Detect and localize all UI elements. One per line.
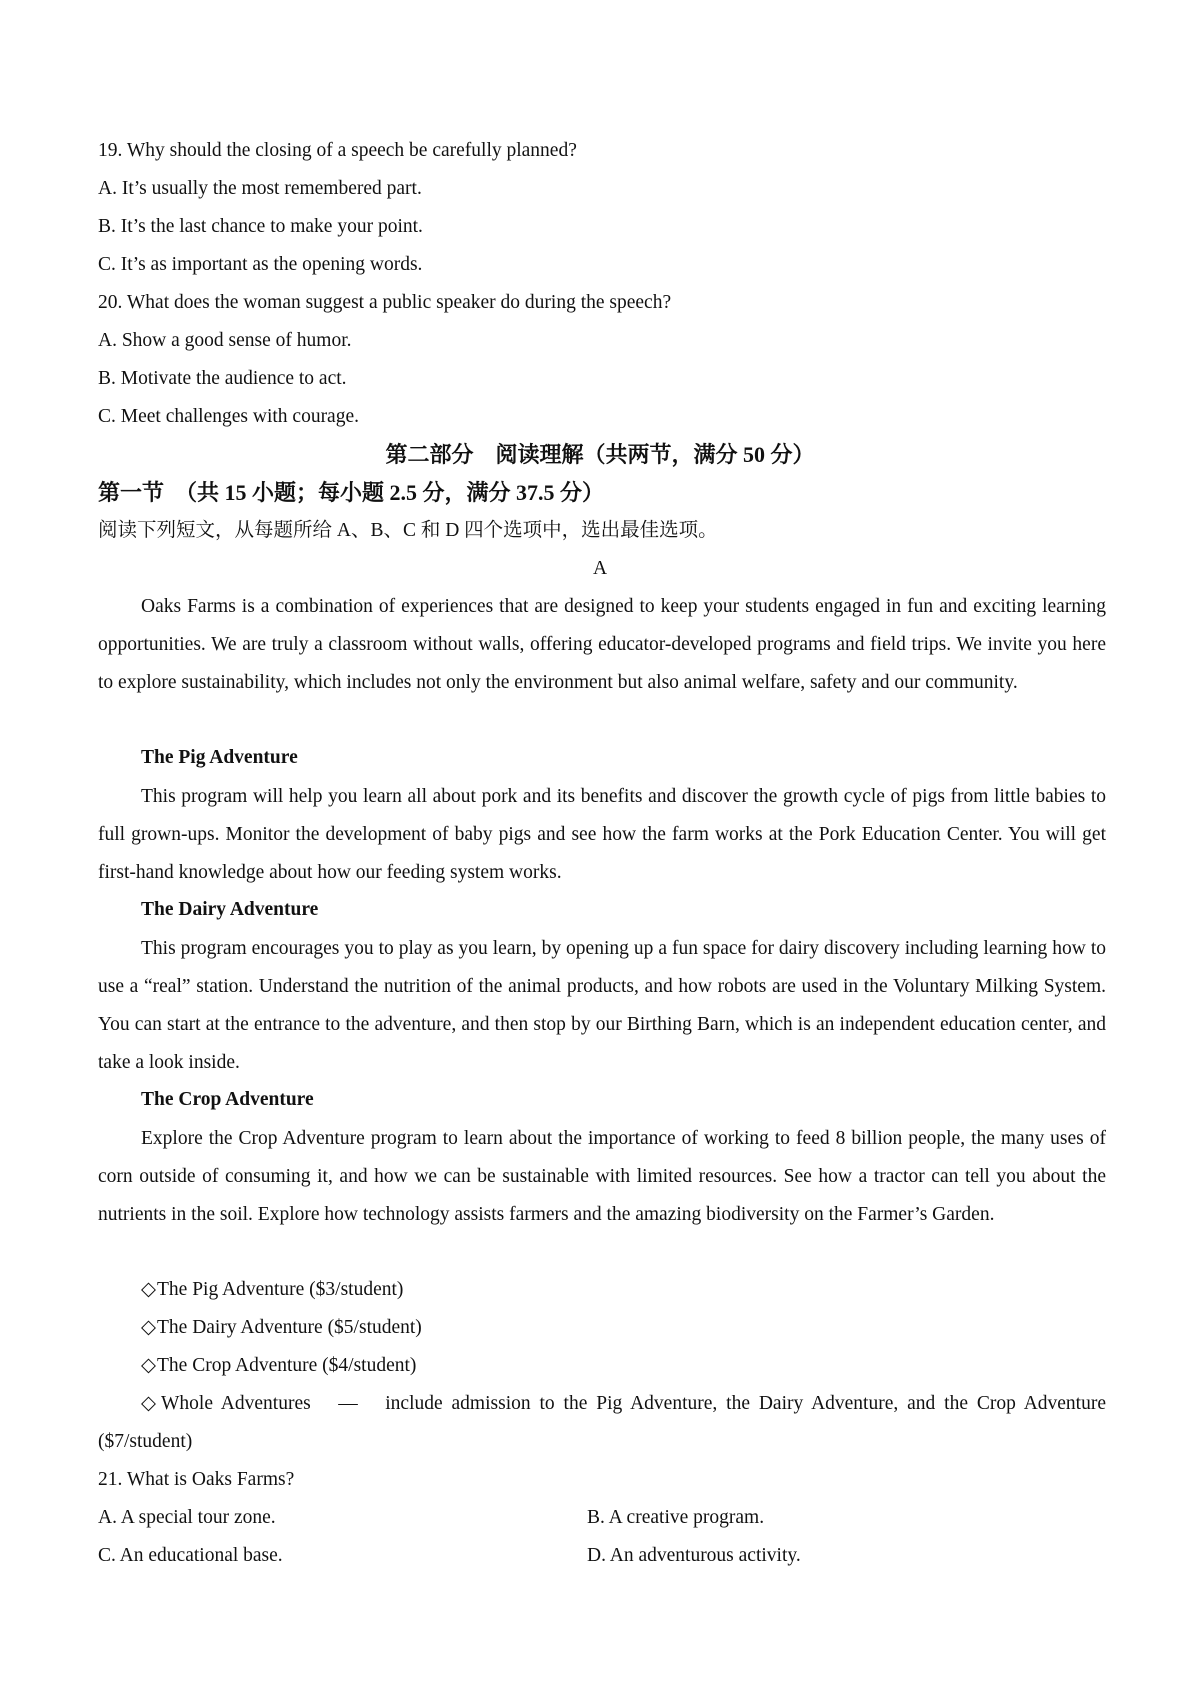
diamond-icon: ◇ [141, 1279, 156, 1300]
diamond-icon: ◇ [141, 1393, 161, 1414]
diamond-icon: ◇ [141, 1355, 156, 1376]
program-text-dairy: This program encourages you to play as you learn, by opening up a fun space for dairy discovery including learning how to use a “real” station. Understand the nutrition of the animal products, and how robots are used in the Voluntary Milking System. You can start at the entrance to the adventure, and then stop by our Birthing Barn, which is an independent education center, and take a look inside. [98, 938, 1106, 1073]
program-heading-pig: The Pig Adventure [141, 747, 298, 768]
program-text-crop: Explore the Crop Adventure program to learn about the importance of working to feed 8 billion people, the many uses of corn outside of consuming it, and how we can be sustainable with limited resources. See how a tractor can tell you about the nutrients in the soil. Explore how technology assists farmers and the amazing biodiversity on the Farmer’s Garden. [98, 1128, 1106, 1225]
q19-option-b: B. It’s the last chance to make your point. [98, 216, 423, 237]
price-item-whole: ◇Whole Adventures — include admission to the Pig Adventure, the Dairy Adventure, and the Crop Adventure ($7/student) [98, 1393, 1106, 1452]
program-heading-dairy: The Dairy Adventure [141, 899, 319, 920]
question-19: 19. Why should the closing of a speech be carefully planned? [98, 140, 577, 161]
instructions: 阅读下列短文，从每题所给 A、B、C 和 D 四个选项中，选出最佳选项。 [98, 520, 718, 541]
question-20: 20. What does the woman suggest a public speaker do during the speech? [98, 292, 672, 313]
q21-option-b: B. A creative program. [587, 1507, 765, 1528]
q21-option-a: A. A special tour zone. [98, 1507, 276, 1528]
q21-option-d: D. An adventurous activity. [587, 1545, 801, 1566]
program-text-pig: This program will help you learn all about pork and its benefits and discover the growth cycle of pigs from little babies to full grown-ups. Monitor the development of baby pigs and see how the farm works at the Pork Education Center. You will get first-hand knowledge about how our feeding system works. [98, 786, 1106, 883]
program-heading-crop: The Crop Adventure [141, 1089, 314, 1110]
q20-option-a: A. Show a good sense of humor. [98, 330, 352, 351]
price-item-crop: ◇The Crop Adventure ($4/student) [141, 1355, 417, 1376]
section-title: 第一节 （共 15 小题；每小题 2.5 分，满分 37.5 分） [98, 480, 605, 505]
passage-letter: A [592, 558, 608, 579]
q20-option-c: C. Meet challenges with courage. [98, 406, 359, 427]
q20-option-b: B. Motivate the audience to act. [98, 368, 347, 389]
diamond-icon: ◇ [141, 1317, 156, 1338]
price-item-dairy: ◇The Dairy Adventure ($5/student) [141, 1317, 422, 1338]
part-title: 第二部分 阅读理解（共两节，满分 50 分） [385, 442, 815, 467]
passage-intro: Oaks Farms is a combination of experiences that are designed to keep your students engaged in fun and exciting learning opportunities. We are truly a classroom without walls, offering educator-developed programs and field trips. We invite you here to explore sustainability, which includes not only the environment but also animal welfare, safety and our community. [98, 596, 1106, 693]
question-21: 21. What is Oaks Farms? [98, 1469, 295, 1490]
q21-option-c: C. An educational base. [98, 1545, 283, 1566]
q19-option-a: A. It’s usually the most remembered part. [98, 178, 422, 199]
q19-option-c: C. It’s as important as the opening words. [98, 254, 423, 275]
price-item-pig: ◇The Pig Adventure ($3/student) [141, 1279, 404, 1300]
